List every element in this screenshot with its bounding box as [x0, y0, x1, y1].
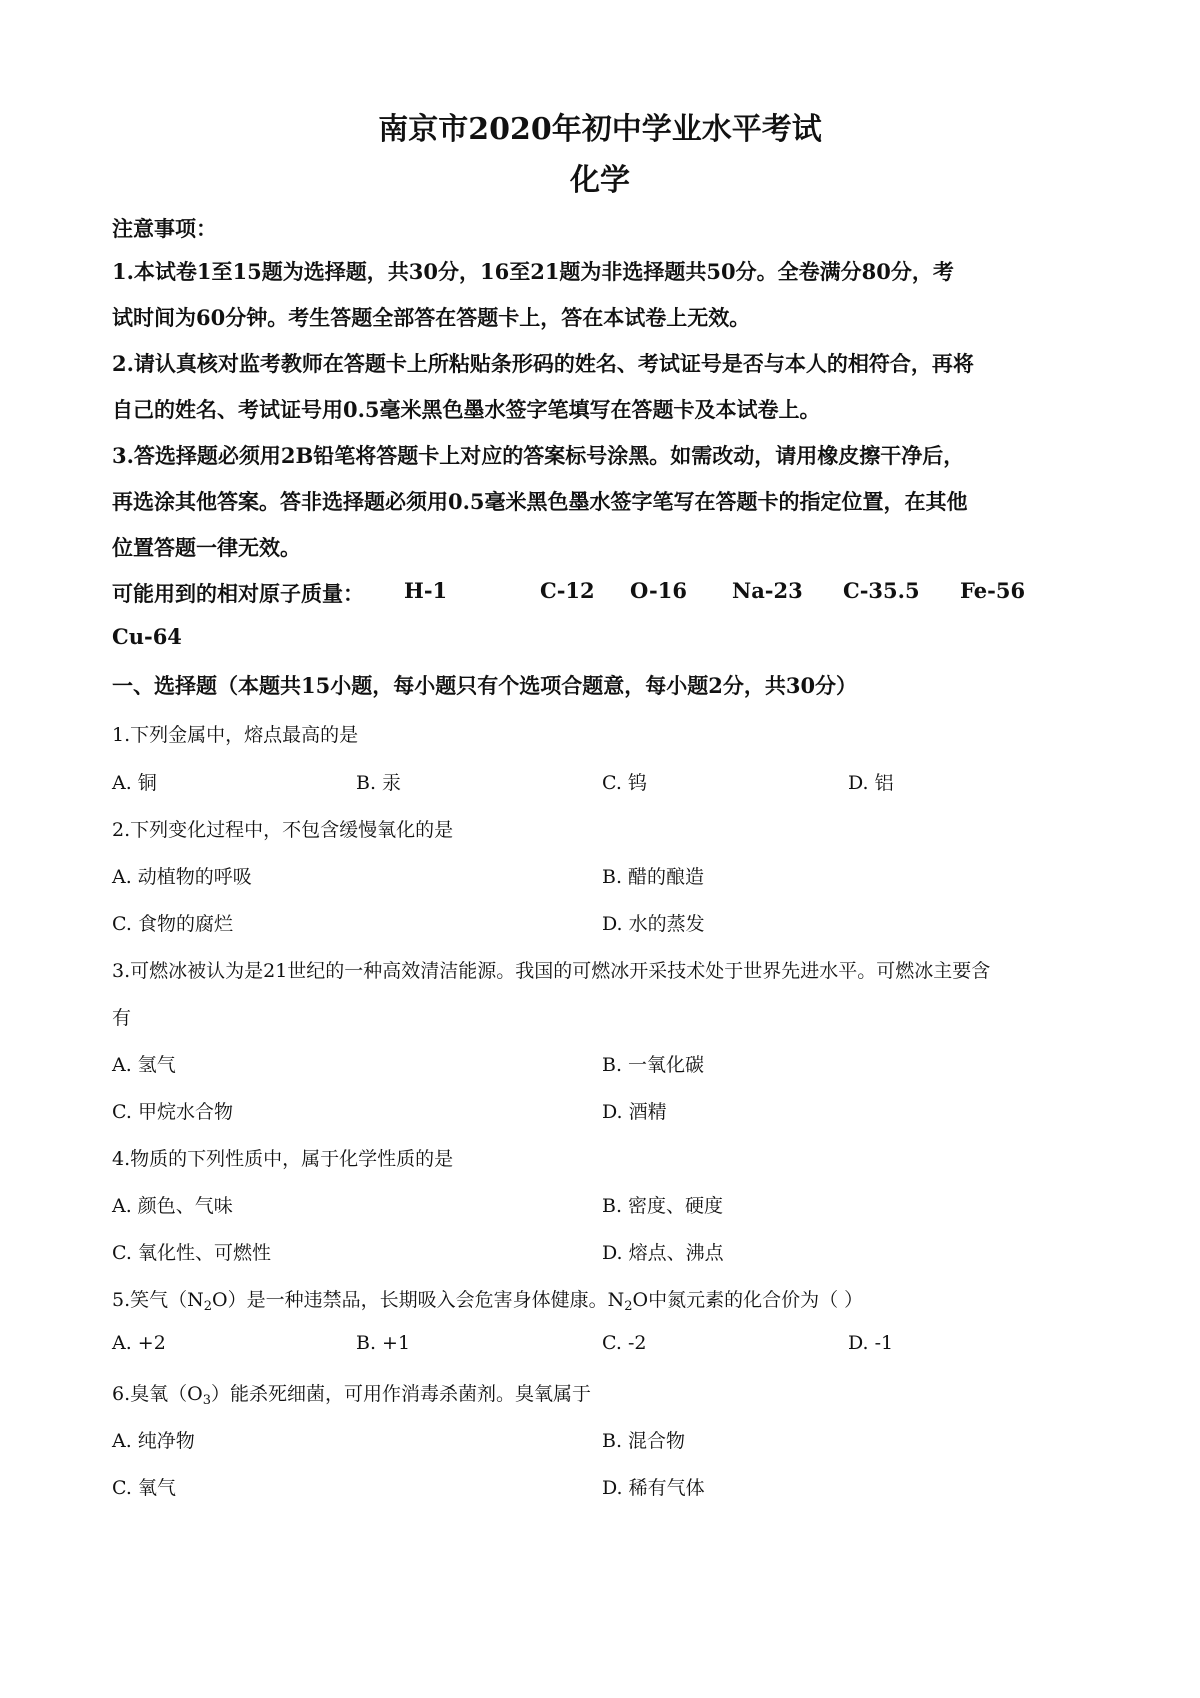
option-c: C. 钨	[602, 772, 647, 794]
option-b: B. 汞	[356, 772, 402, 794]
option-d: D. 熔点、沸点	[602, 1242, 724, 1264]
atomic-masses-label: 可能用到的相对原子质量：	[112, 581, 364, 606]
atomic-mass-value: C-12	[540, 578, 595, 603]
option-b: B. 密度、硬度	[602, 1195, 724, 1217]
atomic-mass-value: Fe-56	[960, 578, 1026, 603]
subscript: 3	[202, 1393, 211, 1408]
question-stem-continued: 有	[112, 1007, 132, 1029]
notice-line: 再选涂其他答案。答非选择题必须用0.5毫米黑色墨水签字笔写在答题卡的指定位置，在其他	[112, 489, 968, 514]
option-a: A. 颜色、气味	[112, 1195, 233, 1217]
option-b: B. 混合物	[602, 1430, 686, 1452]
notice-line: 2.请认真核对监考教师在答题卡上所粘贴条形码的姓名、考试证号是否与本人的相符合，再将	[112, 351, 974, 376]
exam-title: 南京市2020年初中学业水平考试	[378, 112, 822, 147]
option-b: B. 醋的酿造	[602, 866, 705, 888]
subject-title: 化学	[570, 163, 630, 198]
option-d: D. 酒精	[602, 1101, 667, 1123]
stem-part: O）是一种违禁品，长期吸入会危害身体健康。N	[212, 1289, 625, 1311]
question-stem	[112, 1379, 591, 1408]
option-a: A. 动植物的呼吸	[112, 866, 252, 888]
option-a: A. 氢气	[112, 1054, 176, 1076]
atomic-mass-value: Cu-64	[112, 624, 182, 649]
option-d: D. 水的蒸发	[602, 913, 705, 935]
notice-line: 自己的姓名、考试证号用0.5毫米黑色墨水签字笔填写在答题卡及本试卷上。	[112, 397, 821, 422]
option-a: A. 铜	[112, 772, 157, 794]
option-d: D. -1	[848, 1332, 894, 1354]
option-c: C. -2	[602, 1332, 647, 1354]
notice-line: 位置答题一律无效。	[112, 535, 301, 560]
question-stem	[112, 1285, 863, 1314]
question-stem: 3.可燃冰被认为是21世纪的一种高效清洁能源。我国的可燃冰开采技术处于世界先进水平。可燃冰主要含	[112, 960, 991, 982]
stem-part: 5.笑气（N	[112, 1289, 204, 1311]
notice-line: 3.答选择题必须用2B铅笔将答题卡上对应的答案标号涂黑。如需改动，请用橡皮擦干净后，	[112, 443, 965, 468]
notice-line: 试时间为60分钟。考生答题全部答在答题卡上，答在本试卷上无效。	[112, 305, 751, 330]
option-b: B. 一氧化碳	[602, 1054, 705, 1076]
question-stem: 1.下列金属中，熔点最高的是	[112, 724, 359, 746]
notice-heading: 注意事项：	[112, 216, 217, 241]
atomic-mass-value: O-16	[630, 578, 688, 603]
subscript: 2	[203, 1299, 213, 1314]
notice-line: 1.本试卷1至15题为选择题，共30分，16至21题为非选择题共50分。全卷满分80分，考	[112, 259, 954, 284]
question-stem: 4.物质的下列性质中，属于化学性质的是	[112, 1148, 454, 1170]
atomic-mass-value: H-1	[404, 578, 448, 603]
option-c: C. 氧气	[112, 1477, 176, 1499]
option-c: C. 氧化性、可燃性	[112, 1242, 271, 1264]
stem-part: ）能杀死细菌，可用作消毒杀菌剂。臭氧属于	[211, 1383, 592, 1405]
option-c: C. 甲烷水合物	[112, 1101, 233, 1123]
option-d: D. 铝	[848, 772, 894, 794]
option-a: A. 纯净物	[112, 1430, 195, 1452]
option-b: B. +1	[356, 1332, 411, 1354]
atomic-mass-value: C-35.5	[843, 578, 920, 603]
section-heading: 一、选择题（本题共15小题，每小题只有个选项合题意，每小题2分，共30分）	[112, 673, 858, 698]
option-c: C. 食物的腐烂	[112, 913, 233, 935]
option-d: D. 稀有气体	[602, 1477, 705, 1499]
option-a: A. +2	[112, 1332, 166, 1354]
stem-part: 6.臭氧（O	[112, 1383, 203, 1405]
question-stem: 2.下列变化过程中，不包含缓慢氧化的是	[112, 819, 454, 841]
stem-part: O中氮元素的化合价为（ ）	[632, 1289, 864, 1311]
atomic-mass-value: Na-23	[732, 578, 803, 603]
subscript: 2	[624, 1299, 633, 1314]
